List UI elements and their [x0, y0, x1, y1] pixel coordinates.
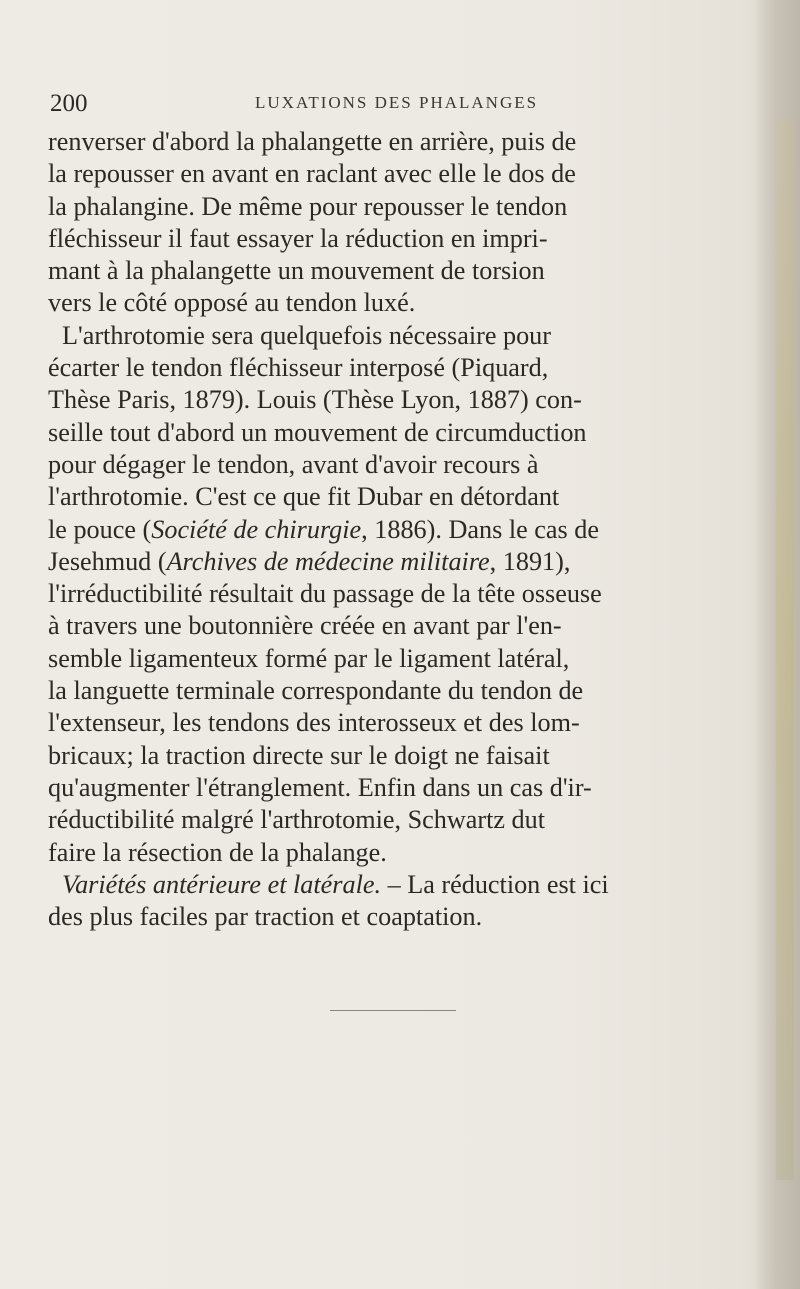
- text-segment: , 1886). Dans le cas de: [361, 514, 599, 544]
- text-segment: Jesehmud (: [48, 546, 167, 576]
- text-line: qu'augmenter l'étranglement. Enfin dans un cas d'ir-: [48, 772, 592, 802]
- text-line: à travers une boutonnière créée en avant par l'en-: [48, 611, 562, 641]
- page-header: [50, 90, 690, 120]
- text-line: bricaux; la traction directe sur le doigt ne faisait: [48, 740, 550, 770]
- text-line: Thèse Paris, 1879). Louis (Thèse Lyon, 1887) con-: [48, 385, 582, 415]
- running-head: LUXATIONS DES PHALANGES: [255, 93, 539, 112]
- text-line: renverser d'abord la phalangette en arrière, puis de: [48, 127, 577, 156]
- text-line: [48, 514, 724, 546]
- text-line: la repousser en avant en raclant avec elle le dos de: [48, 159, 576, 189]
- page-edge-tint: [776, 120, 794, 1180]
- text-line: L'arthrotomie sera quelquefois nécessaire pour: [62, 320, 551, 350]
- text-line: seille tout d'abord un mouvement de circumduction: [48, 417, 587, 447]
- text-line: faire la résection de la phalange.: [48, 837, 387, 867]
- text-line: semble ligamenteux formé par le ligament latéral,: [48, 643, 570, 673]
- section-heading-italic: Variétés antérieure et latérale.: [62, 869, 382, 899]
- text-line: pour dégager le tendon, avant d'avoir recours à: [48, 449, 539, 479]
- text-line: des plus faciles par traction et coaptation.: [48, 902, 483, 932]
- citation-italic: Archives de médecine militaire: [166, 546, 490, 576]
- text-line: l'extenseur, les tendons des interosseux et des lom-: [48, 708, 580, 738]
- text-line: écarter le tendon fléchisseur interposé (Piquard,: [48, 353, 549, 383]
- body-text: [48, 126, 724, 933]
- text-line: mant à la phalangette un mouvement de torsion: [48, 256, 545, 286]
- text-segment: , 1891),: [489, 546, 571, 576]
- text-line: vers le côté opposé au tendon luxé.: [48, 288, 416, 318]
- text-line: l'arthrotomie. C'est ce que fit Dubar en détordant: [48, 482, 560, 512]
- citation-italic: Société de chirurgie: [151, 514, 362, 544]
- text-line: l'irréductibilité résultait du passage de la tête osseuse: [48, 579, 602, 609]
- text-line: [48, 546, 724, 578]
- text-segment: le pouce (: [48, 514, 152, 544]
- end-rule: [330, 1010, 456, 1011]
- text-line: la languette terminale correspondante du tendon de: [48, 676, 584, 706]
- text-line: réductibilité malgré l'arthrotomie, Schwartz dut: [48, 805, 546, 835]
- text-line: [48, 869, 724, 901]
- text-line: la phalangine. De même pour repousser le tendon: [48, 191, 568, 221]
- text-segment: – La réduction est ici: [381, 869, 609, 899]
- text-line: fléchisseur il faut essayer la réduction en impri-: [48, 223, 548, 253]
- page-number: 200: [50, 90, 88, 117]
